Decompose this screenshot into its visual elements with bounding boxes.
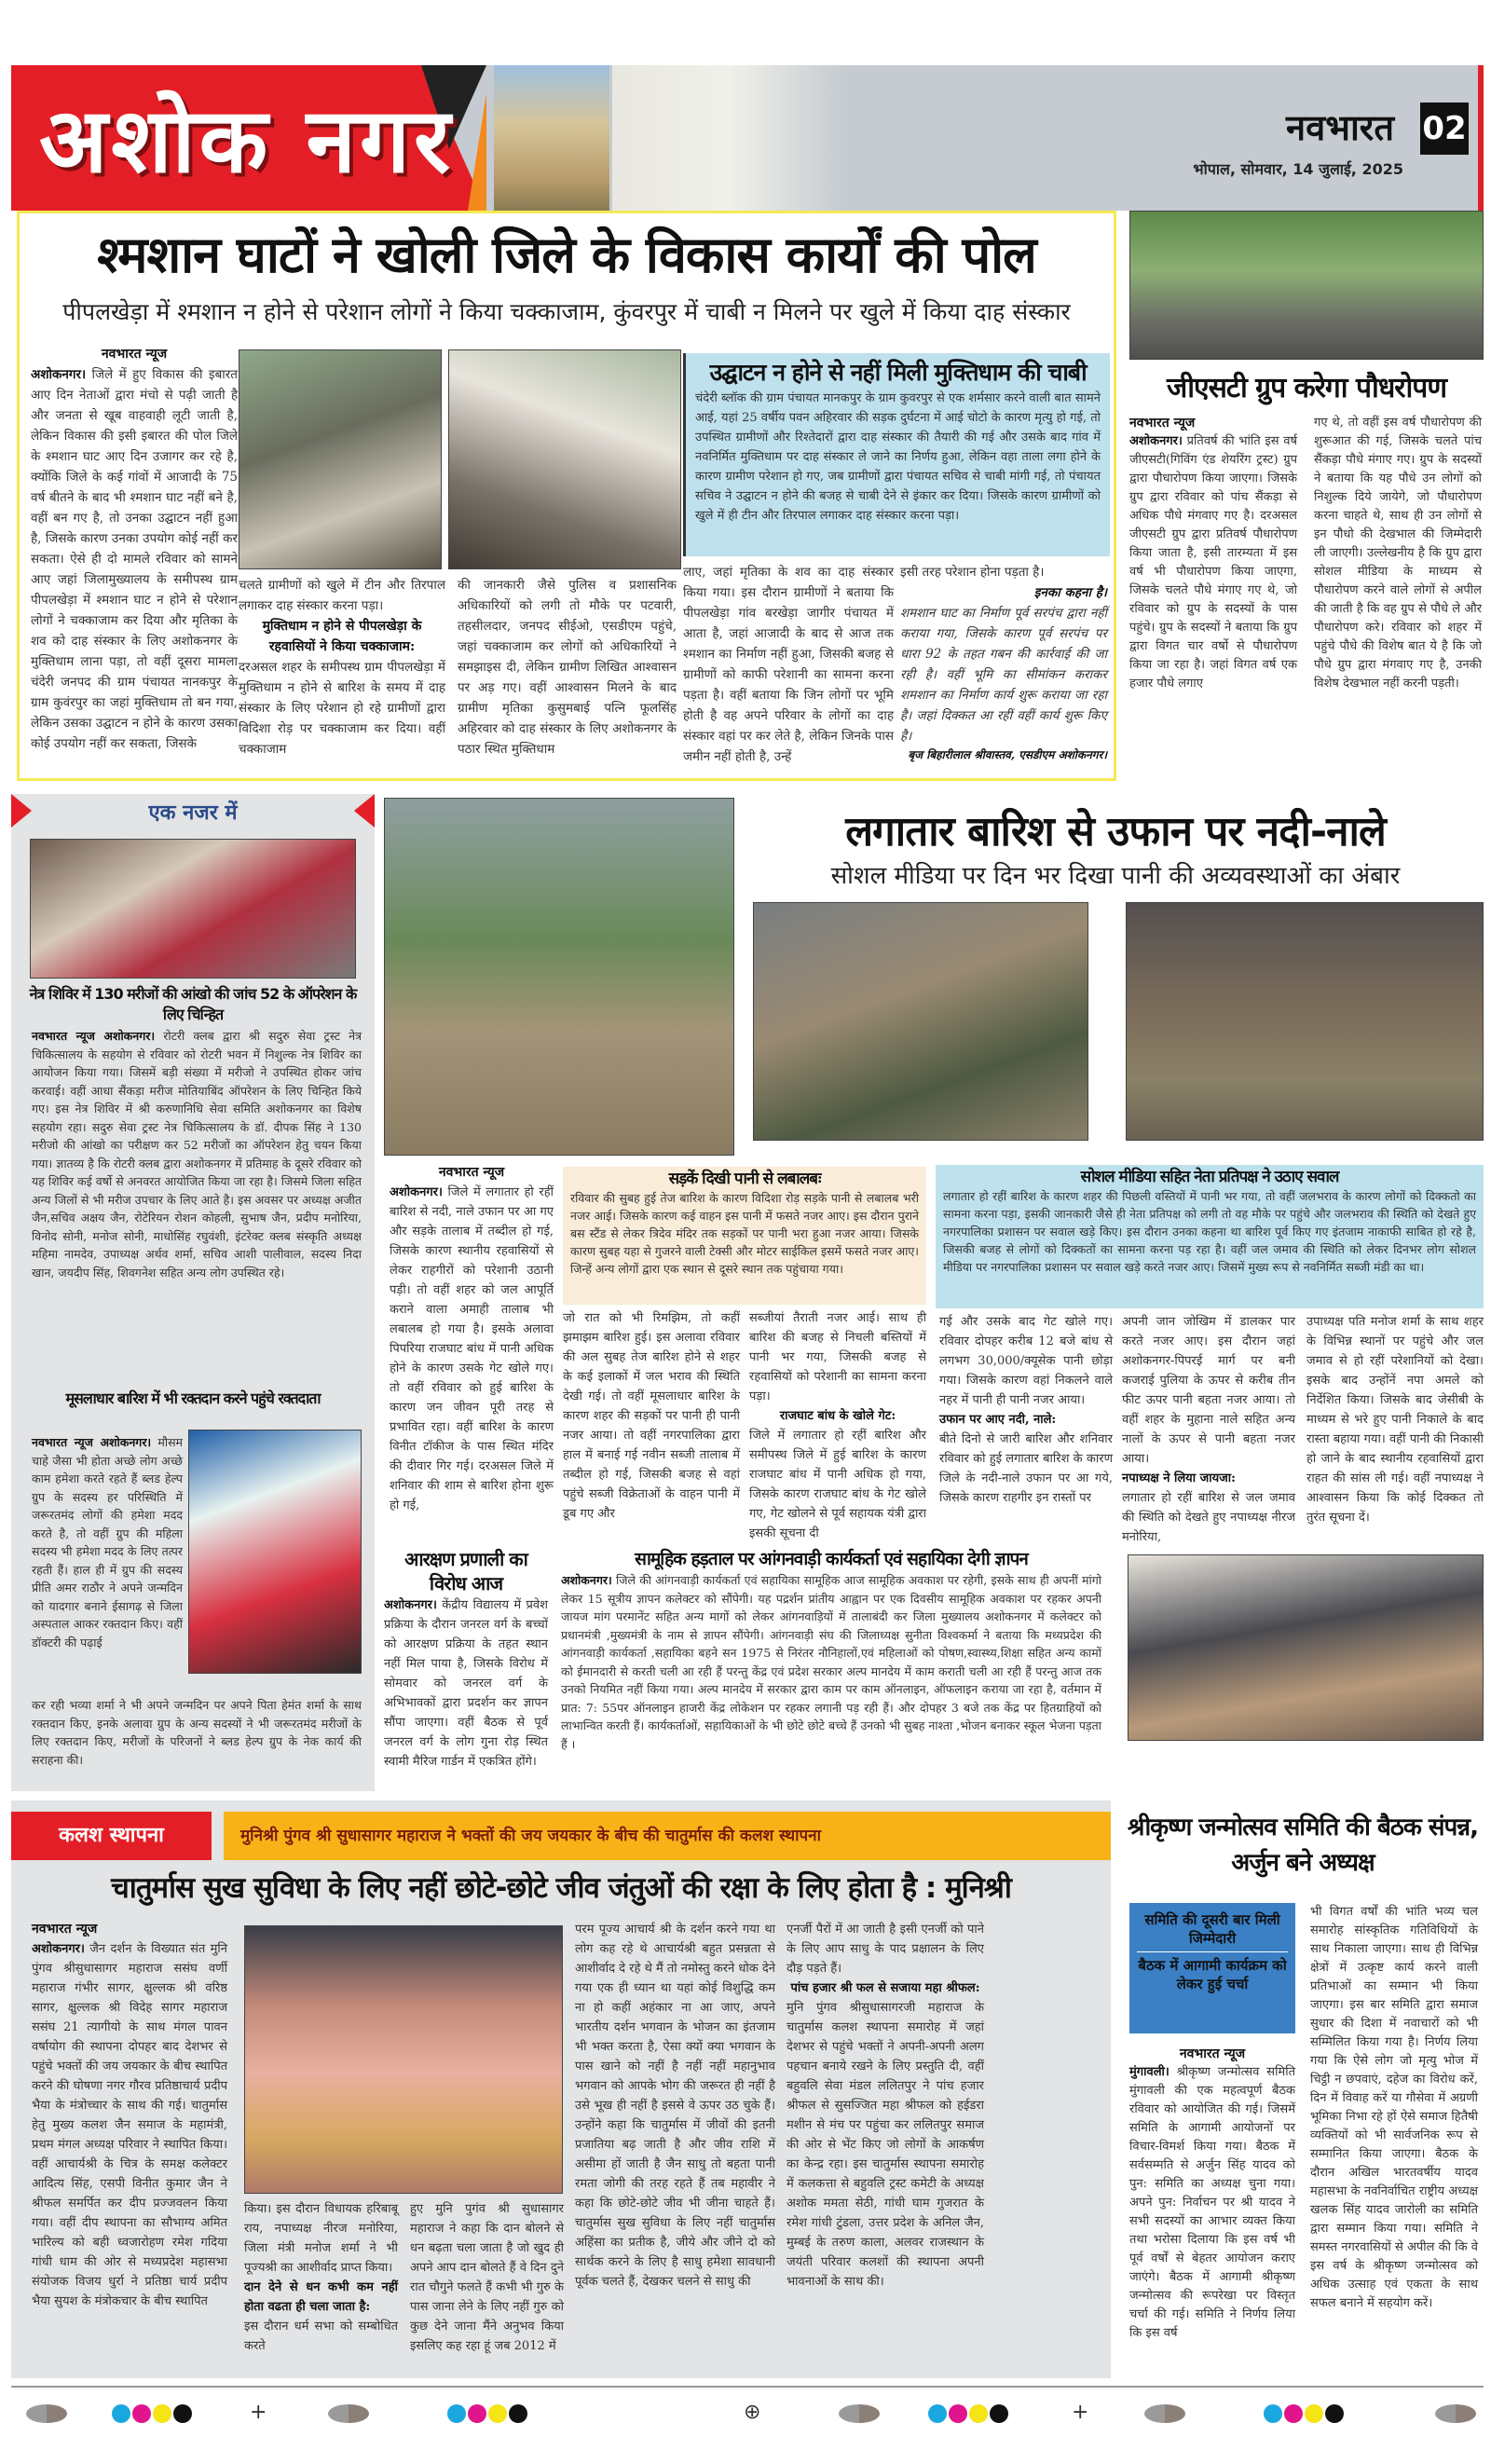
box-roads-flooded [563,1167,926,1305]
cyan-dot-icon [447,2404,466,2423]
registration-oval-icon [328,2404,369,2423]
anganwadi-body [561,1571,1101,1753]
masthead-photo-tower [494,65,609,211]
gst-col1-text: प्रतिवर्ष की भांति इस वर्ष जीएसटी(गिविंग एंड शेयरिंग ट्रस्ट) ग्रुप द्वारा पौधारोपण किया जाएगा। जिसके ग्रुप द्वारा रविवार को पांच सैंकड़ा से अधिक पौधे मंगवाए गए है। दरअसल जीएसटी ग्रुप द्वारा प्रतिवर्ष पौधारोपण किया जाता है, इसी तारम्यता में इस वर्ष भी पौधारोपण किया जाएगा, जिसके चलते पौधे मंगाए गए थे, जो रविवार को ग्रुप के सदस्यों के पास पहुंचे। ग्रुप के सदस्यों ने बताया कि ग्रुप द्वारा विगत चार वर्षो से पौधारोपण किया जा रहा है। जहां विगत वर्ष एक हजार पौधे लगाए [1129,434,1297,691]
kalash-headline: चातुर्मास सुख सुविधा के लिए नहीं छोटे-छोटे जीव जंतुओं की रक्षा के लिए होता है : मुनिश्री [111,1871,1011,1905]
magenta-dot-icon [1284,2404,1303,2423]
rain-col3b-text: जिले में लगातार हो रहीं बारिश और समीपस्थ जिले में हुई बारिश के कारण राजघाट बांध में पानी अधिक हो गया, जिसके कारण राजघाट बांध के गेट खोले गए, गेट खोलने से पूर्व सहायक यंत्री द्वारा इसकी सूचना दी [749,1429,926,1540]
eye-camp-text: रोटरी क्लब द्वारा श्री सदुरु सेवा ट्रस्ट नेत्र चिकित्सालय के सहयोग से रविवार को रोटरी भवन में निशुल्क नेत्र शिविर का आयोजन किया गया। जिसमें बड़ी संख्या में मरीजो ने उपस्थित होकर जांच करवाई। वहीं आधा सैंकड़ा मरीज मोतियाबिंद ऑपरेशन के लिए चिन्हित किये गए। इस नेत्र शिविर में श्री करुणानिधि सेवा समिति अशोकनगर का विशेष सहयोग रहा। सदुरु सेवा ट्रस्ट नेत्र चिकित्सालय के डॉ. दीपक सिंह ने 130 मरीजो की आंखो का परीक्षण कर 52 मरीजों का ऑपरेशन हेतु चयन किया गया। ज्ञातव्य है कि रोटरी क्लब द्वारा अशोकनगर में प्रतिमाह के दूसरे रविवार को यह शिविर कई वर्षो से अनवरत आयोजित किया जा रहा है। जिसमे जिला सहित अन्य जिलों से भी मरीज उपचार के लिए आते है। इस अवसर पर अध्यक्ष अजीत जैन,सचिव अक्षय जैन, रोटेरियन रोशन कोहली, सुभाष जैन, प्रदीप मनोरिया, विनोद सोनी, मनोज सोनी, माधोसिंह रघुवंशी, इंटरेक्ट क्लब संस्कृति अध्यक्ष महिमा नामदेव, उपाध्यक्ष अर्थव शर्मा, सचिव आशी पालीवाल, सदस्य निदा खान, जयदीप सिंह, शिवगनेश सहित अन्य लोग उपस्थित रहे। [32,1029,362,1280]
rain-col2: जो रात को भी रिमझिम, तो कहीं झमाझम बारिश हुई। इस अलावा रविवार की अल सुबह तेज बारिश होने से शहर के कई इलाकों में जल भराव की स्थिति देखी गई। तो वहीं मूसलाधार बारिश के कारण शहर की सड़कों पर पानी ही पानी नजर आया। तो वहीं नगरपालिका द्वारा हाल में बनाई गई नवीन सब्जी तालाब में तब्दील हो गई, जिसकी बजह से वहां पहुंचे सब्जी विक्रेताओं के वाहन पानी में डूब गए और [563,1311,740,1521]
anganwadi-story [561,1547,1101,1753]
brand-logo: नवभारत [1286,107,1394,148]
ek-nazar-panel [11,794,375,1791]
reservation-story [384,1547,548,1772]
byline: नवभारत न्यूज [1129,416,1196,431]
dateline-place: नवभारत न्यूज अशोकनगर। [32,1029,156,1043]
kalash-kicker: मुनिश्री पुंगव श्री सुधासागर महाराज ने भक्तों की जय जयकार के बीच की चातुर्मास की कलश स्थापना [224,1812,1111,1860]
lead-col2 [239,575,445,760]
lead-headline: श्मशान घाटों ने खोली जिले के विकास कार्यों की पोल [97,226,1036,284]
rain-col6: उपाध्यक्ष पति मनोज शर्मा के साथ शहर के विभिन्न स्थानों पर पहुंचे और जल जमाव से हो रहीं परेशानियों को देखा। इसके बाद उन्होंनें नपा अमले को निर्देशित किया। जिसके बाद जेसीबी के माध्यम से भरे हुए पानी निकाले के बाद रास्ता बहाया गया। वहीं पानी की निकासी हो जाने के बाद स्थानीय रहवासियों द्वारा राहत की सांस ली गई। वहीं नपाध्यक्ष ने आश्वासन किया कि कोई दिक्कत तो तुरंत सूचना दें। [1306,1315,1484,1525]
subhead-shreephal: पांच हजार श्री फल से सजाया महा श्रीफल: [790,1981,980,1995]
box-roads-body: रविवार की सुबह हुई तेज बारिश के कारण विदिशा रोड़ सड़के पानी से लबालब भरी नजर आई। जिसके कारण कई वाहन इस पानी में फसते नजर आए। इस दौरान पुराने बस स्टैंड से लेकर त्रिदेव मंदिर तक सड़कों पर पानी भरा हुआ नजर आया। जिसके कारण सुबह यहा से गुजरने वाली टेक्सी और मोटर साईकिल इसमें फसते नजर आए। जिन्हें अन्य लोगों द्वारा एक स्थान से दूसरे स्थान तक पहुंचाया गया। [570,1191,919,1276]
quote-attribution: बृज बिहारीलाल श्रीवास्तव, एसडीएम अशोकनगर। [908,748,1107,761]
subhead-nala: उफान पर आए नदी, नाले: [939,1413,1057,1427]
dateline: भोपाल, सोमवार, 14 जुलाई, 2025 [1193,160,1403,178]
lead-col1 [31,344,238,754]
sidebar-mukti-key [683,353,1110,556]
masthead-photo-temple [612,65,845,211]
masthead [11,65,1484,211]
subhead-chakkajam: मुक्तिधाम न होने से पीपलखेड़ा के रहवासियों ने किया चक्काजाम: [262,619,422,654]
eye-camp-body [32,1027,362,1281]
blood-text-1: मौसम चाहे जैसा भी होता अच्छे लोग अच्छे काम हमेशा करते रहते हैं ब्लड हेल्प ग्रुप के सदस्य हर परिस्थिति में जरूरतमंद लोगों की हमेशा मदद करते है, तो वहीं ग्रुप की महिला सदस्य भी हमेशा मदद के लिए तत्पर रहती हैं। हाल ही में ग्रुप की सदस्य प्रीति अमर राठौर ने अपने जन्मदिन को यादगार बनाने ईसागढ़ से जिला अस्पताल आकर रक्तदान किए। वहीं डॉक्टरी की पढ़ाई [32,1435,183,1650]
box-social-body: लगातार हो रहीं बारिश के कारण शहर की पिछली वस्तियों में पानी भर गया, तो वहीं जलभराव के कारण लोगों को दिक्कतो का सामना करना पड़ा, इसकी जानकारी जैसे ही नेता प्रतिपक्ष को लगी तो वह मौके पर पहुंचे और जलभराव की स्थिति को देखते हुए नगरपालिका प्रशासन पर सवाल खड़े किए। इस दौरान उनका कहना था बारिश पूर्व किए गए इंतजाम नाकाफी साबित हो रहे है, जिसकी बजह से लोगों को दिक्कतों का सामना करना पड़ रहा है। वहीं जल जमाव की स्थिति को लेकर दिनभर लोग सोशल मीडिया पर नगरपालिका प्रशासन पर सवाल खड़े करते नजर आए। जिसमें मुख्य रूप से नवनिर्मित सब्जी मंडी का था। [943,1189,1476,1274]
photo-funeral [448,349,681,569]
crosshair-icon: + [250,2401,267,2424]
lead-col5 [900,562,1107,763]
black-dot-icon [173,2404,192,2423]
registration-oval-icon [839,2404,880,2423]
yellow-dot-icon [969,2404,988,2423]
reservation-body [384,1595,548,1772]
bottom-rule [11,2386,1484,2388]
magenta-dot-icon [468,2404,486,2423]
rain-headline: लगातार बारिश से उफान पर नदी-नाले [845,808,1386,856]
gst-col1 [1129,414,1297,693]
krishna-col2: भी विगत वर्षों की भांति भव्य चल समारोह सांस्कृतिक गतिविधियों के साथ निकाला जाएगा। साथ ही विभिन्न क्षेत्रों में उत्कृष्ट कार्य करने वाली प्रतिभाओं का सम्मान भी किया जाएगा। इस बार समिति द्वारा समाज सुधार की दिशा में नवाचारों को भी सम्मिलित किया गया है। निर्णय लिया गया कि ऐसे लोग जो मृत्यु भोज में चिट्ठी न छपवाएं, दहेज का विरोध करें, दिन में विवाह करें या गौसेवा में अग्रणी भूमिका निभा रहे हों ऐसे समाज हितैषी व्यक्तियों को भी सार्वजनिक रूप से सम्मानित किया जाएगा। बैठक के दौरान अखिल भारतवर्षीय यादव महासभा के नवनिर्वाचित राष्ट्रीय अध्यक्ष खलक सिंह यादव जारोली का समिति द्वारा सम्मान किया गया। समिति ने समस्त नगरवासियों से अपील की कि वे इस वर्ष के श्रीकृष्ण जन्मोत्सव को अधिक उत्साह एवं एकता के साथ सफल बनाने में सहयोग करें। [1310,1905,1478,2310]
cyan-dot-icon [928,2404,947,2423]
photo-gst-group [1129,211,1484,360]
photo-devotees-crowd [244,1925,563,2194]
sidebar-body: चंदेरी ब्लॉक की ग्राम पंचायत मानकपुर के ग्राम कुवरपुर से एक शर्मसार करने वाली बात सामने आई, यहां 25 वर्षीय पवन अहिरवार की सड़क दुर्घटना में आई चोटो के कारण मृत्यु हो गई, तो उपस्थित ग्रामीणों और रिश्तेदारों द्वारा दाह संस्कार की तैयारी की गई और उसके बाद गांव में नवनिर्मित मुक्तिधाम पर दाह संस्कार ले जाने का निर्णय हुआ, लेकिन वहा ताला लगा होने के कारण ग्रामीण परेशान हो गए, जब ग्रामीणों द्वारा पंचायत सचिव से चाबी मांगी गई, तो पंचायत सचिव ने उद्घाटन न होने की बजह से चाबी देने से इंकार कर दिया। जिसके कारण ग्रामीणों को खुले में ही टीन और तिरपाल लगाकर दाह संस्कार करना पड़ा। [695,391,1101,523]
subhead-npa: नपाध्यक्ष ने लिया जायजा: [1122,1472,1236,1485]
krishna-highlight-box [1129,1903,1295,2033]
gst-col2: गए थे, तो वहीं इस वर्ष पौधारोपण की शुरूआत की गई, जिसके चलते पांच सैंकड़ा पौधे मंगाए गए। ग्रुप के सदस्यों ने बताया कि यह पौधे उन लोगों को निशुल्क दिये जायेगे, जो पौधारोपण करना चाहते थे, साथ ही उन लोगों से इन पौधो की देखभाल की जिम्मेदारी ली जाएगी। उल्लेखनीय है कि ग्रुप द्वारा सोशल मीडिया के माध्यम से पौधारोपण करने वाले लोगों से अपील की जाती है कि वह ग्रुप से पौधे ले और पौधारोपण करे। रविवार को शहर में पहुंचे पौधे की विशेष बात ये है कि जो पौधे ग्रुप द्वारा मंगवाए गए है, उनकी विशेष देखभाल नहीं करनी पड़ती। [1314,416,1482,691]
dateline-place: अशोकनगर। [31,367,87,382]
box-social-media [936,1165,1484,1308]
lead-story [17,211,1116,781]
byline: नवभारत न्यूज [101,347,168,362]
dateline-place: अशोकनगर। [32,1942,85,1956]
photo-damaged-vehicle [753,902,1088,1141]
crosshair-icon: + [1072,2401,1089,2424]
dateline-place: नवभारत न्यूज अशोकनगर। [32,1435,152,1449]
section-title: अशोक नगर [39,89,455,193]
krishna-headline: श्रीकृष्ण जन्मोत्सव समिति की बैठक संपन्न, अर्जुन बने अध्यक्ष [1128,1814,1478,1877]
anganwadi-headline: सामूहिक हड़ताल पर आंगनवाड़ी कार्यकर्ता एवं सहायिका देगी ज्ञापन [635,1549,1028,1569]
cyan-dot-icon [1264,2404,1282,2423]
yellow-dot-icon [1305,2404,1323,2423]
photo-blood-donor [188,1430,362,1674]
anganwadi-text: जिले की आंगनवाड़ी कार्यकर्ता एवं सहायिका सामूहिक आज सामूहिक अवकाश पर रहेगी, इसके साथ ही अपनीं मांगो लेकर 15 सूत्रीय ज्ञापन कलेक्टर को सौंपेगी। यह पद्रर्शन प्रांतीय आह्वान पर एक दिवसीय सामूहिक अवकाश पर रहकर अपनी जायज मांग परमानेंट सहित अन्य मागों को लेकर आंगनवाड़ियों में तालाबंदी कर जिला मुख्यालय अशोकनगर में कलेक्टर को प्रधानमंत्री ,मुख्यमंत्री के नाम से ज्ञापन सौंपेगी। आंगनवाड़ी संघ की जिलाध्यक्ष सुनीता विश्वकर्मा ने बताया कि मध्यप्रदेश की आंगनवाड़ी कार्यकर्ता ,सहायिका बहने सन 1975 से निरंतर नौनिहालों,एवं महिलाओं को पोषण,स्वास्थ्य,शिक्षा सहित अन्य कामों को ईमानदारी से करती चली आ रही हैं परन्तु केंद्र एवं प्रदेश सरकार अल्प मानदेय में काम कराती चली आ रही हैं परन्तु आज तक उनको नियमित नहीं किया गया। अल्प मानदेय में सरकार द्वारा काम पर काम ऑनलाइन, ऑफलाइन कराया जा रहा है, वर्तमान में प्रात: 7: 55पर ऑनलाइन हाजरी केंद्र लोकेशन पर रहकर लगानी पड़ रही हैं। और दोपहर 3 बजे तक केंद्र पर हितग्राहियों को लाभान्वित करती हैं। कार्यकर्ताओं, सहायिकाओं के भी छोटे छोटे बच्चे हैं उनको भी सुबह नाश्ता ,भोजन बनाकर स्कूल भेजना पड़ता हैं । [561,1573,1101,1751]
kalash-col2a-text: किया। इस दौरान विधायक हरिबाबू राय, नपाध्यक्ष नीरज मनोरिया, जिला मंत्री मनोज शर्मा ने भी पूज्यश्री का आशीर्वाद प्राप्त किया। [244,2202,398,2275]
kalash-col5b-text: मुनि पुंगव श्रीसुधासागरजी महाराज के चातुर्मास कलश स्थापना समारोह में जहां देशभर से पहुंचे भक्तों ने अपनी-अपनी अलग पहचान बनाये रखने के लिए प्रस्तुति दी, वहीं बहुवलि सेवा मंडल ललितपुर ने पांच हजार श्रीफल से सुसज्जित महा श्रीफल को हईडरा मशीन से मंच पर पहुंचा कर ललितपुर समाज की ओर से भेंट किए जो लोगों के आकर्षण का केन्द्र रहा। इस चातुर्मास स्थापना समारोह में कलकत्ता से बहुवलि ट्रस्ट कमेटी के अध्यक्ष अशोक ममता सेठी, गांधी घाम गुजरात के रमेश गांधी टुंडला, उत्तर प्रदेश के अनिल जैन, मुम्बई के तरुण काला, अलवर राजस्थान के जयंती परिवार कलशों की स्थापना अपनी भावनाओं के साथ की। [787,2001,984,2289]
rain-col4-text: गई और उसके बाद गेट खोले गए। रविवार दोपहर करीब 12 बजे बांध से लगभग 30,000/क्यूसेक पानी छोड़ा गया। जिसके कारण वहां निकलने वाले नहर में पानी ही पानी नजर आया। [939,1315,1113,1407]
black-dot-icon [1325,2404,1344,2423]
gst-headline: जीएसटी ग्रुप करेगा पौधरोपण [1166,372,1447,404]
ek-nazar-label: एक नजर में [148,801,238,825]
highlight-line-2: बैठक में आगामी कार्यक्रम को लेकर हुई चर्चा [1138,1957,1287,1992]
black-dot-icon [509,2404,527,2423]
dateline-place: अशोकनगर। [1129,434,1183,448]
rain-col4b-text: बीते दिनो से जारी बारिश और शनिवार रविवार को हुई लगातार बारिश के कारण जिले के नदी-नाले उफान पर आ गये, जिसके कारण राहगीर इन रास्तों पर [939,1432,1113,1505]
rain-col5-text: अपनी जान जोखिम में डालकर पार करते नजर आए। इस दौरान जहां अशोकनगर-पिपरई मार्ग पर बनी कजराई पुलिया के ऊपर से करीब तीन फीट ऊपर पानी बहता नजर आया। तो वहीं शहर के मुहाना नाले सहित अन्य नालों के ऊपर से पानी बहता नजर आया। [1122,1315,1295,1466]
krishna-story [1122,1800,1484,2378]
kalash-col5 [787,1920,984,2292]
photo-eye-camp [30,839,356,979]
photo-chakkajam-crowd [239,349,442,569]
rain-col4 [939,1312,1113,1508]
rain-col3a-text: सब्जीयां तैराती नजर आई। साथ ही बारिश की बजह से निचली बस्तियों में पानी भर गया, जिसकी बजह से रहवासियों को परेशानी का सामना करना पड़ा। [749,1311,926,1403]
print-registration-marks [0,2401,1491,2429]
masthead-orange-wedge [468,93,486,211]
lead-col2a-text: चलते ग्रामीणों को खुले में टीन और तिरपाल लगाकर दाह संस्कार करना पड़ा। [239,578,445,613]
byline: नवभारत न्यूज [1179,2046,1246,2061]
rain-col5 [1122,1312,1295,1547]
eye-camp-headline: नेत्र शिविर में 130 मरीजों की आंखो की जांच 52 के ऑपरेशन के लिए चिन्हित [29,985,357,1023]
dateline-place: अशोकनगर। [384,1598,437,1612]
kalash-col4: परम पूज्य आचार्य श्री के दर्शन करने गया था लोग कह रहे थे आचार्यश्री बहुत प्रसन्नता से आशीर्वाद दे रहे थे मैं तो नमोस्तु करने धोक देने गया एक ही ध्यान था यहां कोई विशुद्धि कम ना हो कहीं अहंकार ना आ जाए, अपने भारतीय दर्शन भगवान के भोजन का इंतजाम भी भक्त करता है, ऐसा क्यों क्या भगवान के पास खाने को नहीं है नहीं नहीं महानुभाव भगवान को आपके भोग की जरूरत ही नहीं है उसे भूख ही नहीं है इससे वे ऊपर उठ चुके हैं। उन्होंने कहा कि चातुर्मास में जीवों की इतनी प्रजातिया बढ़ जाती है और जीव राशि में असीमा हों जाती है जैन साधु तो बहता पानी रमता जोगी की तरह रहते हैं तब महावीर ने कहा कि छोटे-छोटे जीव भी जीना चाहते हैं। चातुर्मास सुख सुविधा के लिए नहीं चातुर्मास अहिंसा का प्रतीक है, जीये और जीने दो को सार्थक करने के लिए है साधु हमेशा सावधानी पूर्वक चलते हैं, देखकर चलने से साधु की [575,1923,775,2289]
box-roads-title: सड़कें दिखी पानी से लबालबः [668,1170,821,1188]
rain-story [384,794,1484,1791]
rain-col1-text: जिले में लगातार हो रहीं बारिश से नदी, नाले उफान पर आ गए और सड़के तालाब में तब्दील हो गई, जिसके कारण स्थानीय रहवासियों से लेकर राहगीरों को परेशानी उठानी पड़ी। तो वहीं शहर को जल आपूर्ति कराने वाला अमाही तालाब भी लबालब हो गया है। इसके अलावा पिपरिया राजघाट बांध में पानी अधिक होने के कारण उसके गेट खोले गए। तो वहीं रविवार को हुई बारिश के कारण जन जीवन पूरी तरह से प्रभावित रहा। वहीं बारिश के कारण विनीत टॉकीज के पास स्थित मंदिर की दीवार गिर गई। दरअसल जिले में शनिवार की शाम से बारिश होना शुरू हो गई, [390,1185,554,1513]
registration-oval-icon [1435,2404,1476,2423]
sidebar-title: उद्घाटन न होने से नहीं मिली मुक्तिधाम की चाबी [709,359,1087,386]
lead-subheadline: पीपलखेड़ा में श्मशान न होने से परेशान लोगों ने किया चक्काजाम, कुंवरपुर में चाबी न मिलने पर खुले में किया दाह संस्कार [62,298,1071,325]
rain-col1 [390,1163,554,1515]
dateline-place: अशोकनगर। [561,1573,612,1587]
highlight-line-1: समिति की दूसरी बार मिली जिम्मेदारी [1137,1910,1288,1952]
lead-col4: लाए, जहां मृतिका के शव का दाह संस्कार किया गया। इस दौरान ग्रामीणों ने बताया कि पीपलखेड़ा गांव बरखेड़ा जागीर पंचायत में आता है, जहां आजादी के बाद से आज तक श्मशान का निर्माण नहीं हुआ, जिसकी बजह से ग्रामीणों को काफी परेशानी का सामना करना पड़ता है। वहीं बताया कि जिन लोगों पर भूमि होती है वह अपने परिवार के लोगों का दाह संस्कार वहां पर कर लेते है, लेकिन जिनके पास जमीन नहीं होती है, उन्हें [683,565,894,764]
yellow-dot-icon [488,2404,507,2423]
lead-col3: की जानकारी जैसे पुलिस व प्रशासनिक अधिकारियों को लगी तो मौके पर पटवारी, तहसीलदार, जनपद सीईओ, एसडीएम पहुंचे, जहां चक्काजाम कर लोगों को अधिकारियों ने समझाइस दी, लेकिन ग्रामीण लिखित आश्वासन पर अड़ गए। वहीं आश्वासन मिलने के बाद ग्रामीण मृतिका कुसुमबाई पत्नि फूलसिंह अहिरवार को दाह संस्कार के लिए अशोकनगर के पठार स्थित मुक्तिधाम [458,578,677,757]
page-number: 02 [1420,103,1469,155]
box-social-title: सोशल मीडिया सहित नेता प्रतिपक्ष ने उठाए सवाल [1080,1168,1339,1186]
krishna-col1-text: श्रीकृष्ण जन्मोत्सव समिति मुंगावली की एक महत्वपूर्ण बैठक रविवार को आयोजित की गई। जिसमें समिति के आगामी आयोजनों पर विचार-विमर्श किया गया। बैठक में सर्वसम्मति से अर्जुन सिंह यादव को पुन: समिति का अध्यक्ष चुना गया। अपने पुन: निर्वाचन पर श्री यादव ने सभी सदस्यों का आभार व्यक्त किया तथा भरोसा दिलाया कि इस वर्ष भी पूर्व वर्षों से बेहतर आयोजन कराए जाएंगे। बैठक में आगामी श्रीकृष्ण जन्मोत्सव की रूपरेखा पर विस्तृत चर्चा की गई। समिति ने निर्णय लिया कि इस वर्ष [1129,2065,1295,2340]
lead-col1-text: जिले में हुए विकास की इबारत आए दिन नेताओं द्वारा मंचो से पढ़ी जाती है और जनता से खूब वाहवाही लूटी जाती है, लेकिन विकास की इसी इबारत की पोल जिले के श्मशान घाट आए दिन उजागर कर रहे है, क्योंकि जिले के कई गांवों में आजादी के 75 वर्ष बीतने के बाद भी श्मशान घाट नहीं बने है, वहीं बन गए है, तो उनका उद्घाटन नहीं हुआ है, जिसके कारण उनका उपयोग कोई नहीं कर सकता। ऐसे ही दो मामले रविवार को सामने आए जहां जिलामुख्यालय के समीपस्थ ग्राम पीपलखेड़ा में श्मशान घाट न होने से परेशान लोगों ने चक्काजाम कर दिया और मृतिका के शव को दाह संस्कार के लिए अशोकनगर के मुक्तिधाम लाना पड़ा, तो वहीं दूसरा मामला चंदेरी जनपद की ग्राम पंचायत नानकपुर के ग्राम कुवंरपुर का जहां मुक्तिधाम तो बन गया, लेकिन उसका उद्घाटन न होने के कारण उसका कोई उपयोग नहीं कर सकता, जिसके [31,367,238,751]
photo-flooded-road [384,798,734,1156]
subhead-daan: दान देने से धन कभी कम नहीं होता वढता ही चला जाता है: [244,2280,398,2314]
quote-label: इनका कहना है। [1033,585,1107,600]
gst-story [1129,211,1484,781]
krishna-col1 [1129,2045,1295,2343]
kalash-col1-text: जैन दर्शन के विख्यात संत मुनि पुंगव श्रीसुधासागर महाराज ससंघ वर्णी महाराज गंभीर सागर, क्षुल्लक श्री वरिष्ठ सागर, क्षुल्लक श्री विदेह सागर महाराज ससंघ 21 त्यागीयो के साथ मंगल पावन वर्षायोग की स्थापना दोपहर बाद देशभर से पहुंचे भक्तों की जय जयकार के बीच स्थापित करने की घोषणा नगर गौरव प्रतिष्ठाचार्य प्रदीप भैया के मंत्रोच्चार के साथ की गई। चातुर्मास हेतु मुख्य कलश जैन समाज के महामंत्री, प्रथम मंगल अध्यक्ष परिवार ने स्थापित किया। वहीं आचार्यश्री के चित्र के समक्ष कलेक्टर आदित्य सिंह, एसपी विनीत कुमार जैन ने श्रीफल समर्पित कर दीप प्रज्जवलन किया गया। वहीं दीप स्थापना का सौभाग्य अमित भारिल्य को बही ध्वजारोहण रमेश गदिया गांधी धाम की ओर से मध्यप्रदेश महासभा संयोजक विजय धुर्रा ने प्रतिष्ठा चार्य प्रदीप भैया सुयश के मंत्रोकचार के बीच स्थापित [32,1942,227,2308]
dateline-place: मुंगावली। [1129,2065,1170,2079]
registration-oval-icon [26,2404,67,2423]
reservation-headline: आरक्षण प्रणाली का विरोध आज [404,1548,527,1595]
sdm-quote: शमशान घाट का निर्माण पूर्व सरपंच द्वारा नहीं कराया गया, जिसके कारण पूर्व सरपंच पर धारा 92 के तहत गबन की कार्रवाई की जा रही है। वहीं भूमि का सीमांकन कराकर शमशान का निर्माण कार्य शुरू कराया जा रहा है। जहां दिक्कत आ रहीं वहीं कार्य शुरू किए है। [900,606,1107,744]
kalash-col2 [244,2199,398,2356]
cyan-dot-icon [112,2404,130,2423]
kalash-col1 [32,1920,227,2311]
byline: नवभारत न्यूज [32,1922,98,1937]
yellow-dot-icon [153,2404,171,2423]
magenta-dot-icon [949,2404,967,2423]
registration-oval-icon [1144,2404,1185,2423]
rain-col5b-text: लगातार हो रहीं बारिश से जल जमाव की स्थिति को देखते हुए नपाध्यक्ष नीरज मनोरिया, [1122,1491,1295,1544]
kalash-col5a-text: एनर्जी पैरों में आ जाती है इसी एनर्जी को पाने के लिए आप साधु के पाद प्रक्षालन के लिए दौड़ पड़ते हैं। [787,1923,984,1976]
kalash-col2b-text: इस दौरान धर्म सभा को सम्बोधित करते [244,2320,398,2353]
rain-subheadline: सोशल मीडिया पर दिन भर दिखा पानी की अव्यवस्थाओं का अंबार [830,862,1401,890]
blood-headline: मूसलाधार बारिश में भी रक्तदान करने पहुंचे रक्तदाता [65,1389,321,1407]
lead-col5a-text: इसी तरह परेशान होना पड़ता है। [900,565,1045,580]
lead-col2b-text: दरअसल शहर के समीपस्थ ग्राम पीपलखेड़ा में मुक्तिधाम न होने से बारिश के समय में दाह संस्कार के लिए परेशान हो रहे ग्रामीणों द्वारा विदिशा रोड़ पर चक्काजाम कर दिया। वहीं चक्काजाम [239,660,445,757]
rain-col3 [749,1308,926,1543]
photo-felicitation [1128,1554,1484,1741]
crosshair-icon: ⊕ [744,2401,761,2424]
kalash-col3: हुए मुनि पुगंव श्री सुधासागर महाराज ने कहा कि दान बोलने से धन बढ़ता चला जाता है जो खुद ही अपने आप दान बोलते हैं वे दिन दुने रात चौगुने फलते हैं कभी भी गुरु के पास जाना लेने के लिए नहीं गुरु को कुछ देने जाना मैंने अनुभव किया इसलिए कह रहा हूं जब 2012 में [410,2202,564,2353]
kalash-tag: कलश स्थापना [11,1812,212,1860]
kalash-story [11,1800,1111,2378]
byline: नवभारत न्यूज [438,1165,505,1180]
magenta-dot-icon [132,2404,151,2423]
blood-col2: कर रही भव्या शर्मा ने भी अपने जन्मदिन पर अपने पिता हेमंत शर्मा के साथ रक्तदान किए, इनके अलावा ग्रुप के अन्य सदस्यों ने भी जरूरतमंद मरीजों के लिए रक्तदान किए, मरीजों के परिजनों ने ब्लड हेल्प ग्रुप के नेक कार्य की सराहना की। [32,1698,362,1767]
subhead-dam: राजघाट बांध के खोले गेट: [779,1409,896,1423]
photo-flooded-street [1126,902,1484,1141]
blood-col1 [32,1433,183,1651]
dateline-place: अशोकनगर। [390,1185,443,1199]
reservation-text: केंद्रीय विद्यालय में प्रवेश प्रक्रिया के दौरान जनरल वर्ग के बच्चों को आरक्षण प्रक्रिया के तहत स्थान नहीं मिल पाया है, जिसके विरोध में सोमवार को जनरल वर्ग के अभिभावकों द्वारा प्रदर्शन कर ज्ञापन सौंपा जाएगा। वहीं बैठक से पूर्व जनरल वर्ग के लोग गुना रोड़ स्थित स्वामी मैरिज गार्डन में एकत्रित होंगे। [384,1598,548,1769]
black-dot-icon [990,2404,1008,2423]
